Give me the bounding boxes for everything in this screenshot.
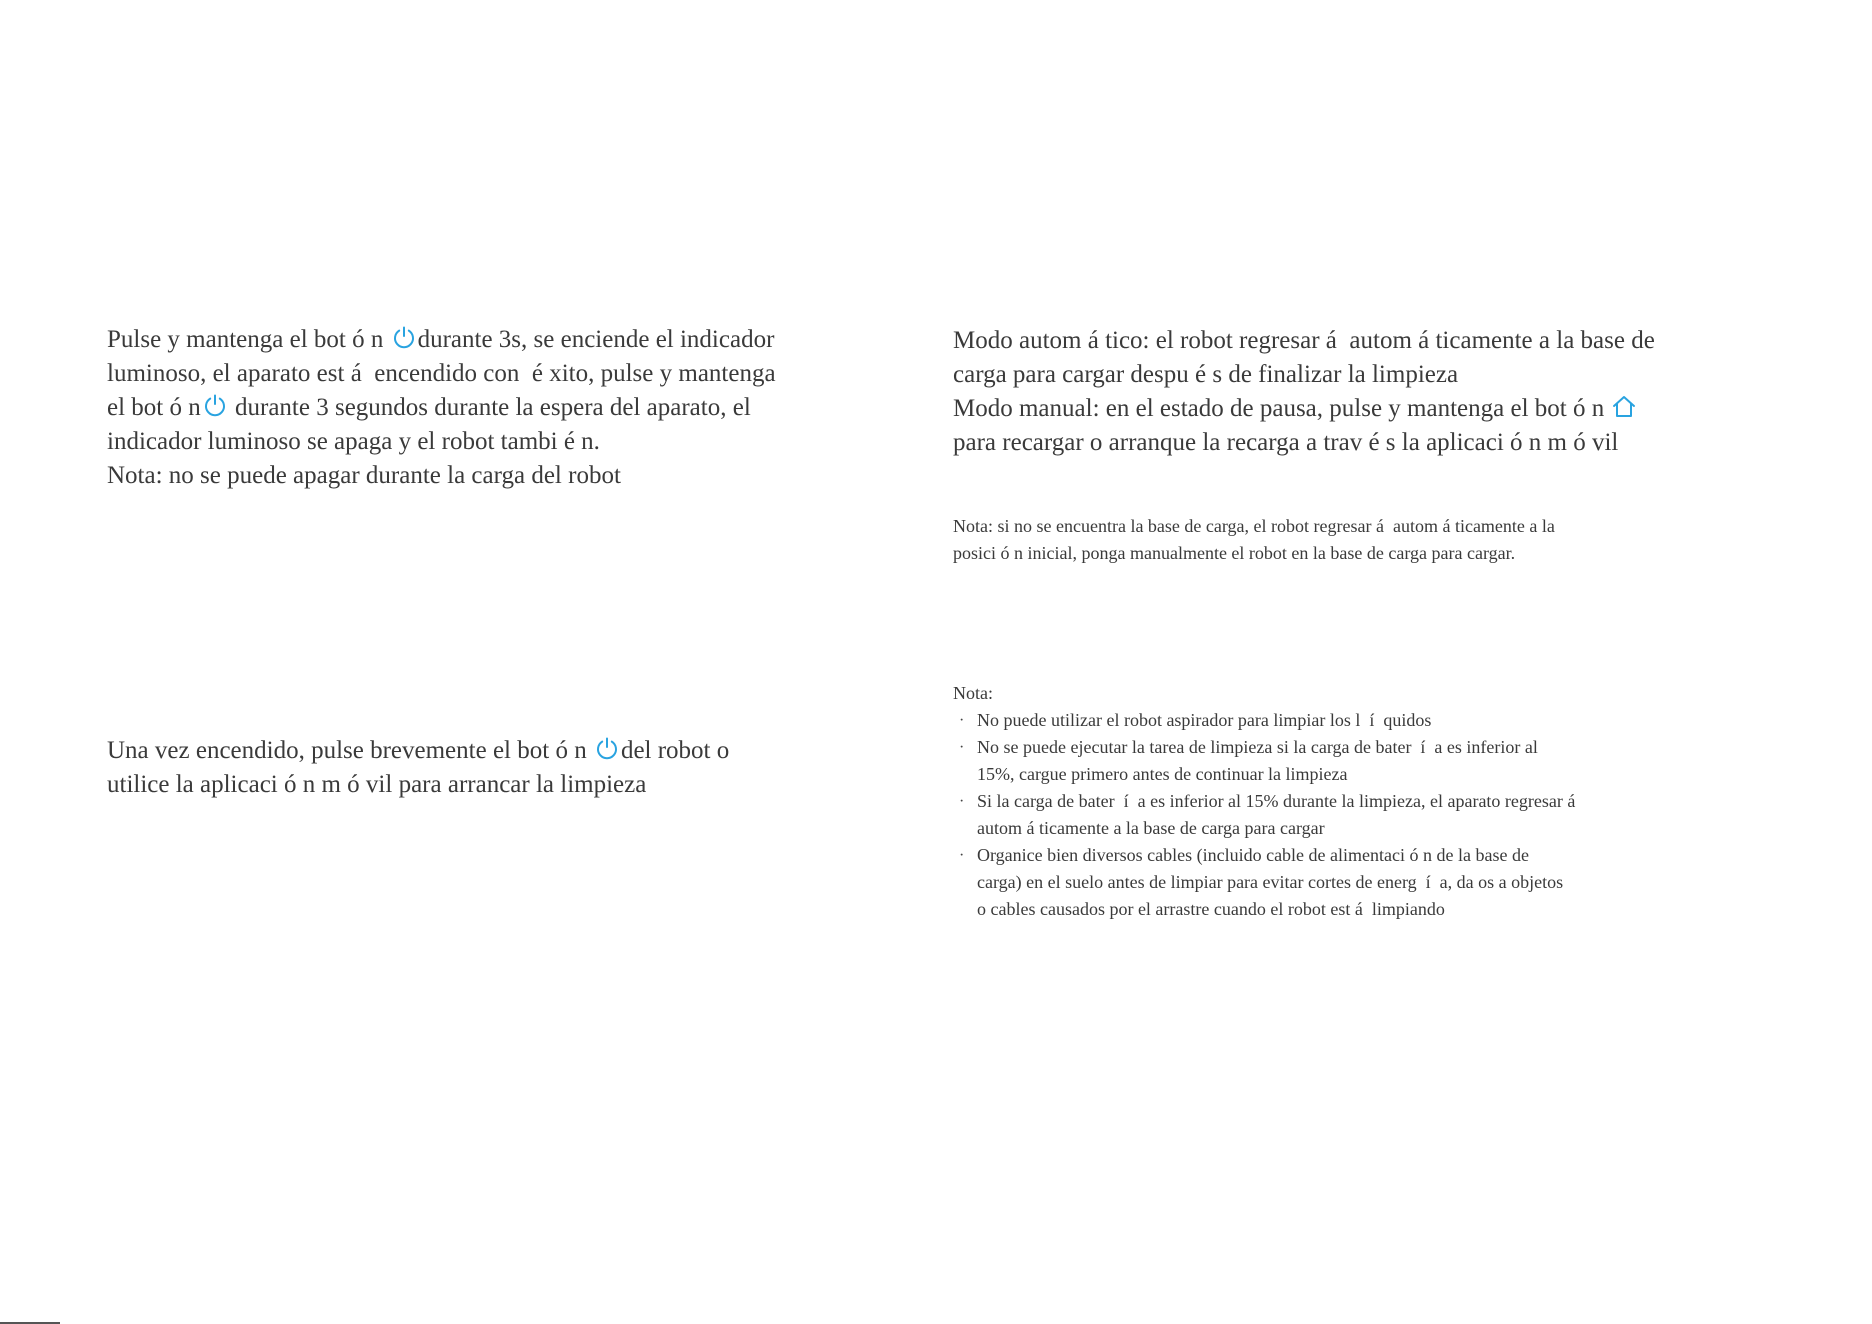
- power-icon: [390, 325, 418, 351]
- bullet-dot: ·: [959, 739, 965, 756]
- recharge-instructions: [953, 324, 1753, 460]
- start-cleaning-instructions: [107, 734, 867, 802]
- charging-base-note-line-2: posici ó n inicial, ponga manualmente el robot en la base de carga para cargar.: [953, 543, 1516, 563]
- cleaning-note-text: Si la carga de bater í a es inferior al 15% durante la limpieza, el aparato regresar á: [977, 791, 1576, 811]
- cleaning-note-text: Organice bien diversos cables (incluido cable de alimentaci ó n de la base de: [977, 845, 1529, 865]
- home-icon: [1610, 394, 1638, 420]
- cleaning-note-text: autom á ticamente a la base de carga para cargar: [977, 818, 1325, 838]
- cleaning-note-item: [953, 707, 1753, 734]
- power-on-line-4: indicador luminoso se apaga y el robot tambi é n.: [107, 428, 600, 455]
- cleaning-note-text: No puede utilizar el robot aspirador para limpiar los l í quidos: [977, 710, 1432, 730]
- charging-base-note: [953, 513, 1753, 567]
- cleaning-notes-list: [953, 707, 1753, 923]
- bullet-dot: ·: [959, 793, 965, 810]
- start-cleaning-line-1: Una vez encendido, pulse brevemente el bot ó n del robot o: [107, 737, 730, 764]
- recharge-line-4: para recargar o arranque la recarga a trav é s la aplicaci ó n m ó vil: [953, 429, 1619, 456]
- power-off-note: Nota: no se puede apagar durante la carga del robot: [107, 462, 621, 489]
- recharge-line-3: Modo manual: en el estado de pausa, pulse y mantenga el bot ó n: [953, 392, 1753, 426]
- bullet-dot: ·: [959, 712, 965, 729]
- cleaning-note-text: o cables causados por el arrastre cuando el robot est á limpiando: [977, 899, 1445, 919]
- recharge-line-1: Modo autom á tico: el robot regresar á autom á ticamente a la base de: [953, 327, 1655, 354]
- cleaning-note-text: carga) en el suelo antes de limpiar para evitar cortes de energ í a, da os a objetos: [977, 872, 1564, 892]
- cleaning-notes: [953, 680, 1753, 923]
- bullet-dot: ·: [959, 847, 965, 864]
- cleaning-note-text: 15%, cargue primero antes de continuar la limpieza: [977, 764, 1348, 784]
- cleaning-note-text: No se puede ejecutar la tarea de limpieza si la carga de bater í a es inferior al: [977, 737, 1538, 757]
- charging-base-note-line-1: Nota: si no se encuentra la base de carga, el robot regresar á autom á ticamente a la: [953, 516, 1555, 536]
- power-icon: [593, 736, 621, 762]
- power-on-line-2: luminoso, el aparato est á encendido con é xito, pulse y mantenga: [107, 360, 776, 387]
- power-on-line-1: Pulse y mantenga el bot ó n durante 3s, se enciende el indicador: [107, 326, 775, 353]
- recharge-line-2: carga para cargar despu é s de finalizar la limpieza: [953, 361, 1459, 388]
- start-cleaning-line-2: utilice la aplicaci ó n m ó vil para arrancar la limpieza: [107, 771, 647, 798]
- power-icon: [201, 393, 229, 419]
- power-on-instructions: [107, 323, 867, 493]
- cleaning-notes-title: Nota:: [953, 683, 993, 703]
- cleaning-note-item: [953, 734, 1753, 788]
- cleaning-note-item: [953, 842, 1753, 923]
- power-on-line-3: el bot ó n durante 3 segundos durante la espera del aparato, el: [107, 394, 751, 421]
- cleaning-note-item: [953, 788, 1753, 842]
